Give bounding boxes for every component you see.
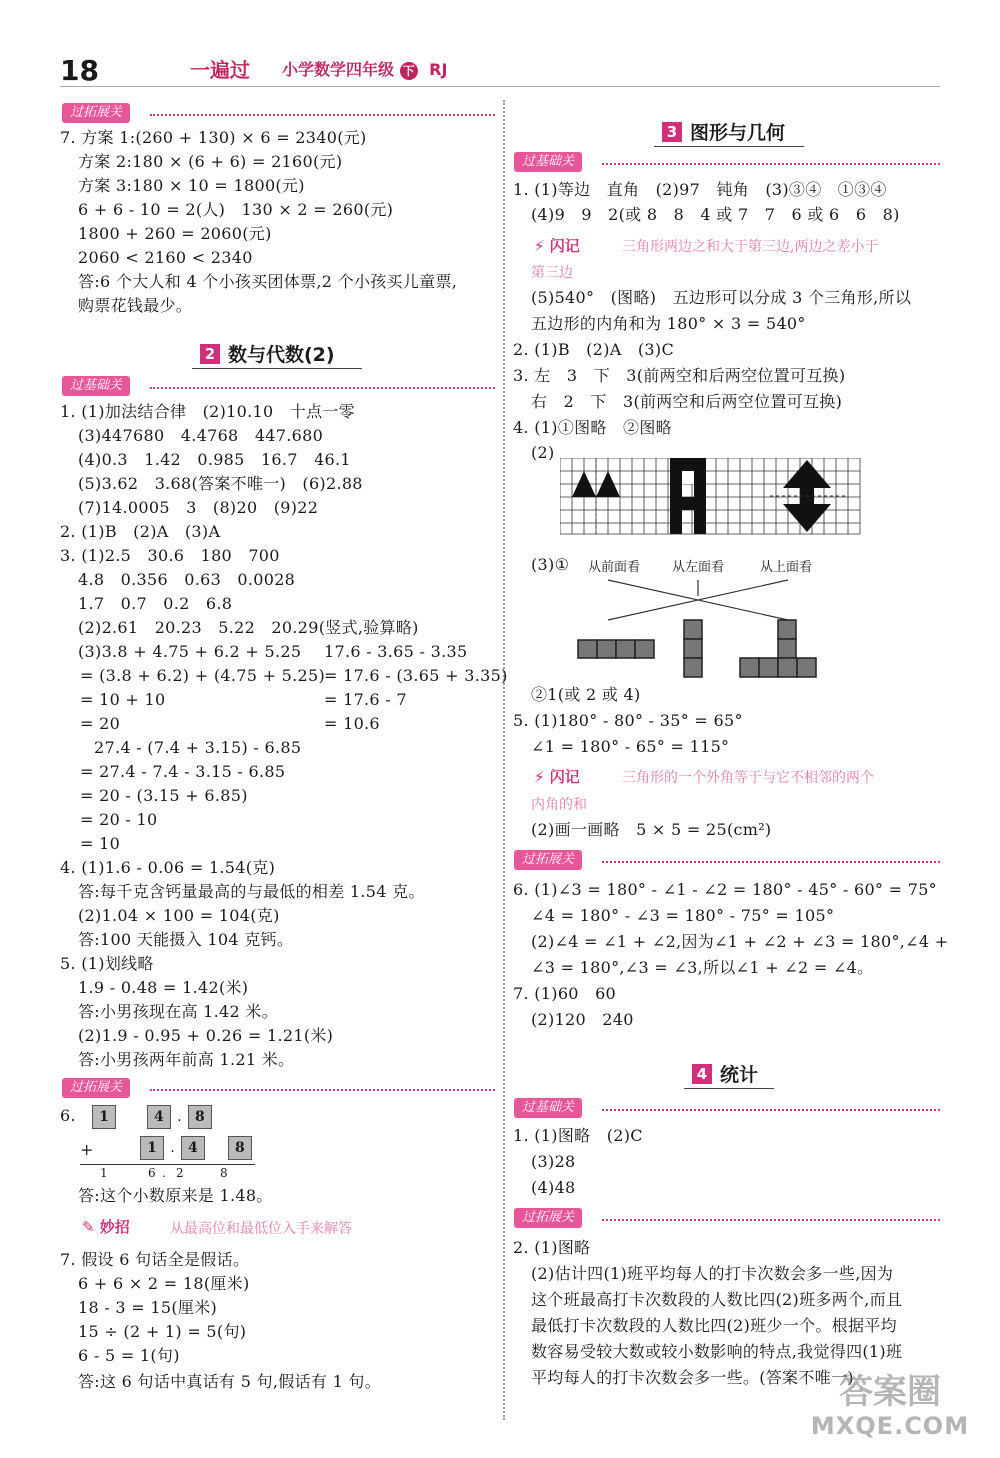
section-number: 3: [662, 122, 682, 142]
text-line: 4. (1)1.6 - 0.06 = 1.54(克): [60, 858, 276, 877]
text-line: (2)估计四(1)班平均每人的打卡次数会多一些,因为: [531, 1264, 894, 1283]
text-line: 答:这个小数原来是 1.48。: [78, 1186, 273, 1205]
decimal-point: .: [170, 1140, 175, 1156]
tag-basic-3: 过基础关: [514, 1098, 582, 1118]
view-label-front: 从前面看: [588, 560, 641, 575]
memo-note: 第三边: [531, 265, 573, 281]
text-line: 7. 方案 1:(260 + 130) × 6 = 2340(元): [60, 128, 367, 147]
header-subject: [282, 57, 447, 80]
tip-label-text: 妙招: [99, 1218, 130, 1236]
decimal-point: .: [177, 1109, 182, 1125]
text-line: 答:小男孩两年前高 1.21 米。: [78, 1050, 295, 1069]
text-line: 方案 2:180 × (6 + 6) = 2160(元): [78, 152, 343, 171]
text-line: 购票花钱最少。: [78, 296, 193, 315]
q6-row2: [140, 1136, 252, 1160]
text-line: ②1(或 2 或 4): [531, 685, 641, 704]
digit-box: 4: [147, 1105, 171, 1129]
text-line: 答:6 个大人和 4 个小孩买团体票,2 个小孩买儿童票,: [78, 272, 458, 291]
text-line: 2. (1)B (2)A (3)C: [513, 340, 674, 359]
tag-basic-1: 过基础关: [62, 376, 130, 396]
text-line: = 17.6 - (3.65 + 3.35): [324, 666, 508, 685]
text-line: (3)447680 4.4768 447.680: [78, 426, 324, 445]
text-line: = 27.4 - 7.4 - 3.15 - 6.85: [80, 762, 286, 781]
text-line: 2060 < 2160 < 2340: [78, 248, 253, 267]
view-label-top: 从上面看: [760, 560, 813, 575]
section-underline: [684, 1088, 774, 1089]
memo-label-text: 闪记: [549, 237, 580, 255]
text-line: (2)2.61 20.23 5.22 20.29(竖式,验算略): [78, 618, 419, 637]
text-line: ∠3 = 180°,∠3 = ∠3,所以∠1 + ∠2 = ∠4。: [531, 958, 874, 977]
text-line: 3. (1)2.5 30.6 180 700: [60, 546, 280, 565]
text-line: (7)14.0005 3 (8)20 (9)22: [78, 498, 319, 517]
section-3-title: [662, 118, 785, 145]
text-line: 方案 3:180 × 10 = 1800(元): [78, 176, 305, 195]
q4-3-label: (3)①: [531, 555, 570, 574]
text-line: 右 2 下 3(前两空和后两空位置可互换): [531, 392, 843, 411]
tag-line: [602, 163, 940, 165]
text-line: 6 + 6 × 2 = 18(厘米): [78, 1274, 250, 1293]
text-line: = 10 + 10: [80, 690, 166, 709]
text-line: 2. (1)图略: [513, 1238, 591, 1257]
text-line: (2)1.04 × 100 = 104(克): [78, 906, 280, 925]
text-line: ∠4 = 180° - ∠3 = 180° - 75° = 105°: [531, 906, 835, 925]
text-line: = (3.8 + 6.2) + (4.75 + 5.25): [80, 666, 326, 685]
text-line: 1.9 - 0.48 = 1.42(米): [78, 978, 249, 997]
text-line: 答:这 6 句话中真话有 5 句,假话有 1 句。: [78, 1372, 382, 1391]
tag-advanced-3: 过拓展关: [514, 850, 582, 870]
text-line: 1.7 0.7 0.2 6.8: [78, 594, 233, 613]
digit-box: 4: [181, 1136, 205, 1160]
text-line: (2)∠4 = ∠1 + ∠2,因为∠1 + ∠2 + ∠3 = 180°,∠4 +: [531, 932, 949, 951]
text-line: 这个班最高打卡次数段的人数比四(2)班多两个,而且: [531, 1290, 903, 1309]
symmetry-grid-figure: [560, 458, 862, 536]
tag-advanced-1: 过拓展关: [62, 103, 130, 123]
text-line: 6. (1)∠3 = 180° - ∠1 - ∠2 = 180° - 45° - 60° = 75°: [513, 880, 937, 899]
text-line: 6 + 6 - 10 = 2(人) 130 × 2 = 260(元): [78, 200, 394, 219]
header-rule: [60, 86, 940, 87]
tag-line: [602, 861, 940, 863]
text-line: 答:每千克含钙量最高的与最低的相差 1.54 克。: [78, 882, 425, 901]
edition-text: RJ: [429, 60, 448, 79]
q6-result: [100, 1166, 228, 1180]
section-4-title: [692, 1060, 758, 1087]
text-line: = 10.6: [324, 714, 380, 733]
tag-line: [602, 1219, 940, 1221]
q6-row1: [92, 1105, 212, 1129]
text-line: (4)9 9 2(或 8 8 4 或 7 7 6 或 6 6 8): [531, 205, 900, 224]
text-line: 4.8 0.356 0.63 0.0028: [78, 570, 296, 589]
text-line: 1800 + 260 = 2060(元): [78, 224, 272, 243]
text-line: 4. (1)①图略 ②图略: [513, 418, 672, 437]
q6-sum-rule: [80, 1164, 255, 1165]
memo-label: ⚡ 闪记: [534, 237, 580, 255]
text-line: 1. (1)图略 (2)C: [513, 1126, 643, 1145]
memo-note: 三角形的一个外角等于与它不相邻的两个: [622, 770, 874, 786]
text-line: = 17.6 - 7: [324, 690, 407, 709]
digit-box: 1: [92, 1105, 116, 1129]
text-line: (3)3.8 + 4.75 + 6.2 + 5.25: [78, 642, 302, 661]
tag-line: [150, 1089, 495, 1091]
section-title-text: 图形与几何: [690, 122, 786, 144]
text-line: 18 - 3 = 15(厘米): [78, 1298, 218, 1317]
text-line: = 10: [80, 834, 121, 853]
view-label-left: 从左面看: [672, 560, 725, 575]
text-line: 6 - 5 = 1(句): [78, 1346, 180, 1365]
text-line: 平均每人的打卡次数会多一些。(答案不唯一): [531, 1368, 854, 1387]
text-line: 1. (1)等边 直角 (2)97 钝角 (3)③④ ①③④: [513, 180, 887, 199]
section-number: 4: [692, 1064, 712, 1084]
section-underline: [654, 146, 804, 147]
text-line: 2. (1)B (2)A (3)A: [60, 522, 221, 541]
text-line: (2)120 240: [531, 1010, 634, 1029]
tag-advanced-2: 过拓展关: [62, 1078, 130, 1098]
q6-label: 6.: [60, 1106, 76, 1125]
brand-name: 一遍过: [190, 58, 250, 82]
text-line: (3)28: [531, 1152, 576, 1171]
text-line: (2)1.9 - 0.95 + 0.26 = 1.21(米): [78, 1026, 334, 1045]
tip-note: 从最高位和最低位入手来解答: [170, 1221, 352, 1237]
tag-line: [602, 1109, 940, 1111]
text-line: = 20: [80, 714, 121, 733]
section-2-title: [200, 340, 335, 367]
result-digit: 8: [220, 1166, 228, 1180]
text-line: 答:小男孩现在高 1.42 米。: [78, 1002, 278, 1021]
text-line: = 20 - (3.15 + 6.85): [80, 786, 248, 805]
text-line: 15 ÷ (2 + 1) = 5(句): [78, 1322, 247, 1341]
subject-text: 小学数学四年级: [282, 60, 395, 79]
text-line: 五边形的内角和为 180° × 3 = 540°: [531, 314, 806, 333]
three-views-figure: [570, 574, 830, 680]
result-digit: 6: [148, 1166, 156, 1180]
text-line: 5. (1)180° - 80° - 35° = 65°: [513, 711, 743, 730]
text-line: 7. 假设 6 句话全是假话。: [60, 1250, 250, 1269]
tag-line: [150, 387, 495, 389]
text-line: 答:100 天能摄入 104 克钙。: [78, 930, 294, 949]
tip-label: ✎ 妙招: [82, 1218, 130, 1236]
term-badge: 下: [400, 62, 418, 80]
text-line: ∠1 = 180° - 65° = 115°: [531, 737, 730, 756]
text-line: 1. (1)加法结合律 (2)10.10 十点一零: [60, 402, 355, 421]
text-line: (4)48: [531, 1178, 576, 1197]
memo-note: 三角形两边之和大于第三边,两边之差小于: [622, 239, 879, 255]
section-underline: [192, 368, 362, 369]
text-line: = 20 - 10: [80, 810, 158, 829]
watermark-url: MXQE.COM: [810, 1412, 970, 1440]
memo-label-text: 闪记: [549, 768, 580, 786]
text-line: 最低打卡次数段的人数比四(2)班少一个。根据平均: [531, 1316, 897, 1335]
section-title-text: 统计: [720, 1064, 759, 1086]
text-line: (5)540° (图略) 五边形可以分成 3 个三角形,所以: [531, 288, 912, 307]
tag-advanced-4: 过拓展关: [514, 1208, 582, 1228]
watermark-text: 答案圈: [839, 1372, 941, 1412]
page-number: 18: [60, 54, 99, 87]
text-line: 3. 左 3 下 3(前两空和后两空位置可互换): [513, 366, 846, 385]
text-line: 27.4 - (7.4 + 3.15) - 6.85: [94, 738, 302, 757]
text-line: (4)0.3 1.42 0.985 16.7 46.1: [78, 450, 351, 469]
result-digit: 2: [176, 1166, 184, 1180]
result-digit: 1: [100, 1166, 108, 1180]
tag-line: [150, 114, 495, 116]
watermark-logo: [805, 1372, 975, 1440]
q4-2-label: (2): [531, 443, 555, 462]
text-line: 17.6 - 3.65 - 3.35: [324, 642, 468, 661]
text-line: 7. (1)60 60: [513, 984, 617, 1003]
text-line: (5)3.62 3.68(答案不唯一) (6)2.88: [78, 474, 363, 493]
brand-logo: [190, 54, 250, 83]
tag-basic-2: 过基础关: [514, 152, 582, 172]
digit-box: 8: [188, 1105, 212, 1129]
column-divider: [503, 100, 505, 1420]
text-line: (2)画一画略 5 × 5 = 25(cm²): [531, 820, 772, 839]
text-line: 5. (1)划线略: [60, 954, 154, 973]
result-digit: .: [162, 1166, 166, 1180]
digit-box: 1: [140, 1136, 164, 1160]
section-title-text: 数与代数(2): [228, 344, 335, 366]
text-line: 数容易受较大数或较小数影响的特点,我觉得四(1)班: [531, 1342, 903, 1361]
q6-plus: +: [80, 1140, 94, 1159]
digit-box: 8: [228, 1136, 252, 1160]
memo-label: ⚡ 闪记: [534, 768, 580, 786]
memo-note: 内角的和: [531, 797, 587, 813]
section-number: 2: [200, 344, 220, 364]
